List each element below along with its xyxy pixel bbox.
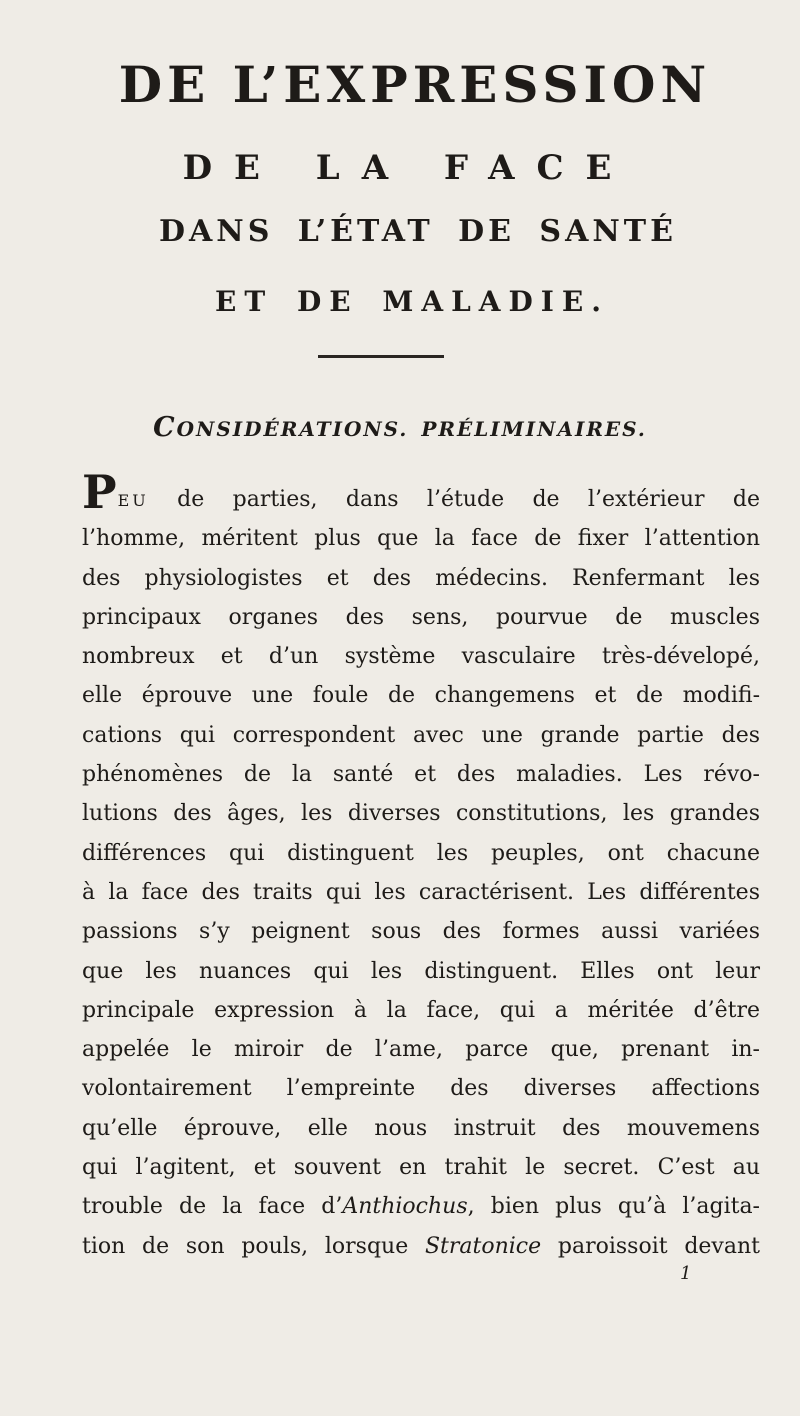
name-anthiochus: Anthiochus	[342, 1194, 468, 1220]
body-line-19-post: , bien plus qu’à l’agita-	[467, 1194, 760, 1220]
body-line-19-pre: trouble de la face d’	[82, 1194, 343, 1220]
body-line-7: cations qui correspondent avec une grande partie des	[82, 722, 760, 748]
section-heading	[0, 412, 800, 443]
body-line-12: passions s’y peignent sous des formes aussi variées	[82, 919, 760, 945]
body-line-8: phénomènes de la santé et des maladies. Les révo-	[82, 762, 760, 788]
section-heading-cap: C	[153, 412, 177, 443]
name-stratonice: Stratonice	[424, 1233, 542, 1259]
drop-cap: P	[82, 465, 117, 519]
body-line-16: volontairement l’empreinte des diverses affections	[82, 1076, 760, 1102]
signature-mark: 1	[680, 1263, 692, 1284]
body-line-15: appelée le miroir de l’ame, parce que, prenant in-	[82, 1037, 760, 1063]
body-line-5: nombreux et d’un système vasculaire très-dévelopé,	[82, 644, 760, 670]
body-line-17: qu’elle éprouve, elle nous instruit des mouvemens	[82, 1115, 760, 1141]
body-line-11: à la face des traits qui les caractérisent. Les différentes	[82, 879, 760, 905]
body-smallcaps: EU	[117, 491, 149, 510]
title-divider-rule	[318, 355, 444, 358]
body-line-20	[82, 1227, 760, 1266]
body-line-3: des physiologistes et des médecins. Renfermant les	[82, 565, 760, 591]
title-line-3: DANS L’ÉTAT DE SANTÉ	[158, 214, 677, 249]
body-line-9: lutions des âges, les diverses constitutions, les grandes	[82, 801, 760, 827]
body-line-10: différences qui distinguent les peuples, ont chacune	[82, 840, 760, 866]
body-line-19	[82, 1187, 760, 1226]
body-line-14: principale expression à la face, qui a méritée d’être	[82, 997, 760, 1023]
body-line-6: elle éprouve une foule de changemens et de modifi-	[82, 683, 760, 709]
body-line-18: qui l’agitent, et souvent en trahit le secret. C’est au	[82, 1155, 760, 1181]
body-line-2: l’homme, méritent plus que la face de fixer l’attention	[82, 526, 760, 552]
section-heading-rest: ONSIDÉRATIONS. PRÉLIMINAIRES.	[176, 417, 647, 441]
title-line-1: DE L’EXPRESSION	[118, 55, 712, 114]
body-line-20-post: paroissoit devant	[541, 1233, 760, 1259]
body-line-13: que les nuances qui les distinguent. Elles ont leur	[82, 958, 760, 984]
body-paragraph	[82, 465, 760, 1266]
body-line-1	[82, 465, 760, 519]
body-line-4: principaux organes des sens, pourvue de muscles	[82, 604, 760, 630]
title-line-4: ET DE MALADIE.	[215, 285, 609, 318]
body-line-1-text: de parties, dans l’étude de l’extérieur de	[148, 487, 760, 512]
title-line-2: DE LA FACE	[182, 148, 634, 188]
body-line-20-pre: tion de son pouls, lorsque	[82, 1233, 425, 1259]
